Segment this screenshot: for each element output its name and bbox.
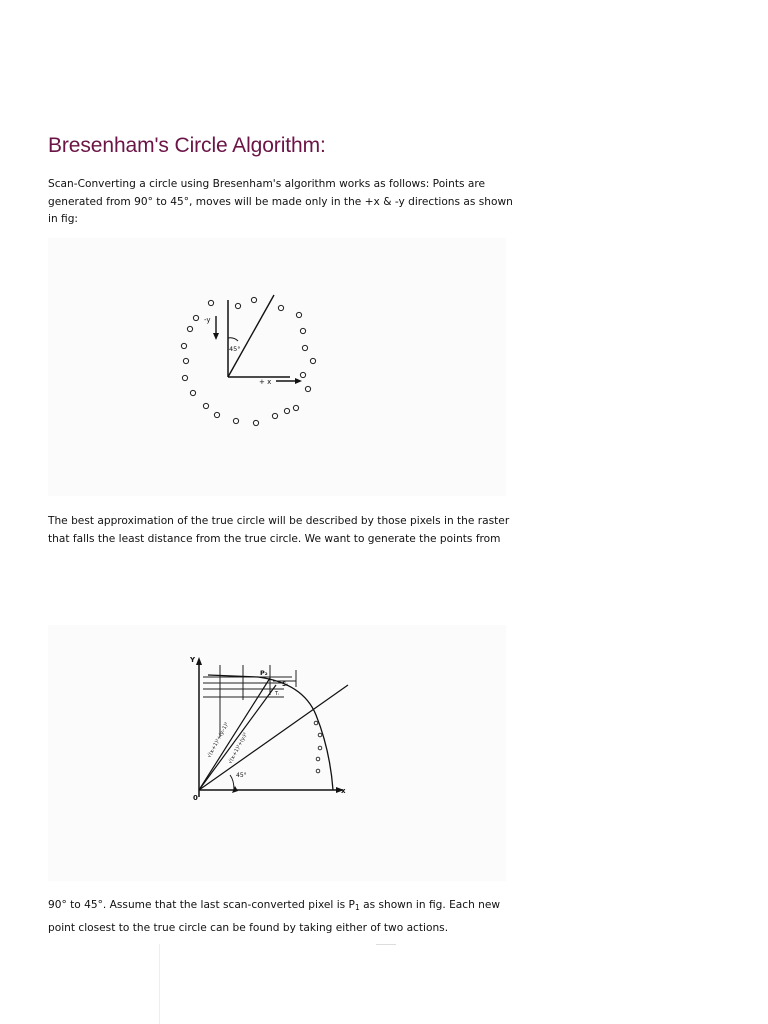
pixel-point bbox=[203, 403, 208, 408]
formula-t: √(xᵢ+1)²+(yᵢ)² bbox=[227, 731, 249, 765]
angle-label: 45° bbox=[229, 345, 241, 353]
divider bbox=[376, 944, 396, 945]
minus-y-label: -y bbox=[204, 316, 211, 324]
angle-arc bbox=[228, 338, 238, 341]
pixel-point bbox=[214, 412, 219, 417]
pixel-point bbox=[284, 408, 289, 413]
pixel-point bbox=[293, 405, 298, 410]
angle-label: 45° bbox=[236, 772, 247, 779]
closing-subscript: 1 bbox=[354, 903, 360, 912]
s-label: Sᵢ bbox=[282, 681, 288, 688]
pixel-point bbox=[190, 390, 195, 395]
pixel-selection-figure bbox=[48, 625, 506, 881]
pixel-point bbox=[302, 345, 307, 350]
distance-line-s bbox=[199, 678, 270, 790]
pixel-point bbox=[300, 372, 305, 377]
pixel-point bbox=[314, 721, 318, 725]
circle-points-figure bbox=[48, 238, 506, 496]
pixel-point bbox=[251, 297, 256, 302]
pixel-point bbox=[278, 305, 283, 310]
pixel-point bbox=[193, 315, 198, 320]
pixel-point bbox=[183, 358, 188, 363]
x-axis-label: x bbox=[341, 787, 346, 795]
pixel-point bbox=[316, 757, 320, 761]
plus-x-label: + x bbox=[259, 378, 272, 386]
pixel-point bbox=[253, 420, 258, 425]
page-title: Bresenham's Circle Algorithm: bbox=[48, 134, 326, 157]
pixel-point bbox=[182, 375, 187, 380]
y-axis-arrow bbox=[196, 657, 202, 665]
closing-text-end: as shown in fig. Each new point closest to the true circle can be found by taking either of two actions. bbox=[48, 899, 501, 934]
origin-label: 0 bbox=[193, 794, 198, 802]
diagonal-45-line bbox=[228, 295, 274, 377]
y-arrow-head bbox=[213, 333, 219, 340]
intro-paragraph: Scan-Converting a circle using Bresenham's algorithm works as follows: Points are generated from 90° to 45°, moves will be made only in the +x & -y directions as shown in fig: bbox=[48, 178, 513, 226]
angle-arc bbox=[230, 775, 234, 790]
divider bbox=[159, 944, 160, 1024]
pixel-point bbox=[300, 328, 305, 333]
pixel-point bbox=[318, 746, 322, 750]
pixel-point bbox=[233, 418, 238, 423]
pixel-point bbox=[316, 769, 320, 773]
pixel-point bbox=[181, 343, 186, 348]
closing-paragraph bbox=[48, 895, 518, 939]
t-label: Tᵢ bbox=[275, 691, 279, 697]
p2-label: P₂ bbox=[260, 669, 268, 677]
pixel-point bbox=[318, 733, 322, 737]
x-arrow-head bbox=[295, 378, 302, 384]
pixel-point bbox=[305, 386, 310, 391]
pixel-point bbox=[310, 358, 315, 363]
closing-text-start: 90° to 45°. Assume that the last scan-converted pixel is P bbox=[48, 899, 355, 911]
pixel-point bbox=[296, 312, 301, 317]
pixel-point bbox=[187, 326, 192, 331]
y-axis-label: Y bbox=[190, 656, 196, 664]
formula-s: √(xᵢ+1)²+(yᵢ-1)² bbox=[206, 721, 231, 759]
pixel-point bbox=[272, 413, 277, 418]
pixel-point bbox=[235, 303, 240, 308]
pixel-point bbox=[208, 300, 213, 305]
approximation-paragraph: The best approximation of the true circle will be described by those pixels in the raster that falls the least distance from the true circle. We want to generate the points from bbox=[48, 515, 510, 545]
circle-pixel-points bbox=[181, 297, 315, 425]
